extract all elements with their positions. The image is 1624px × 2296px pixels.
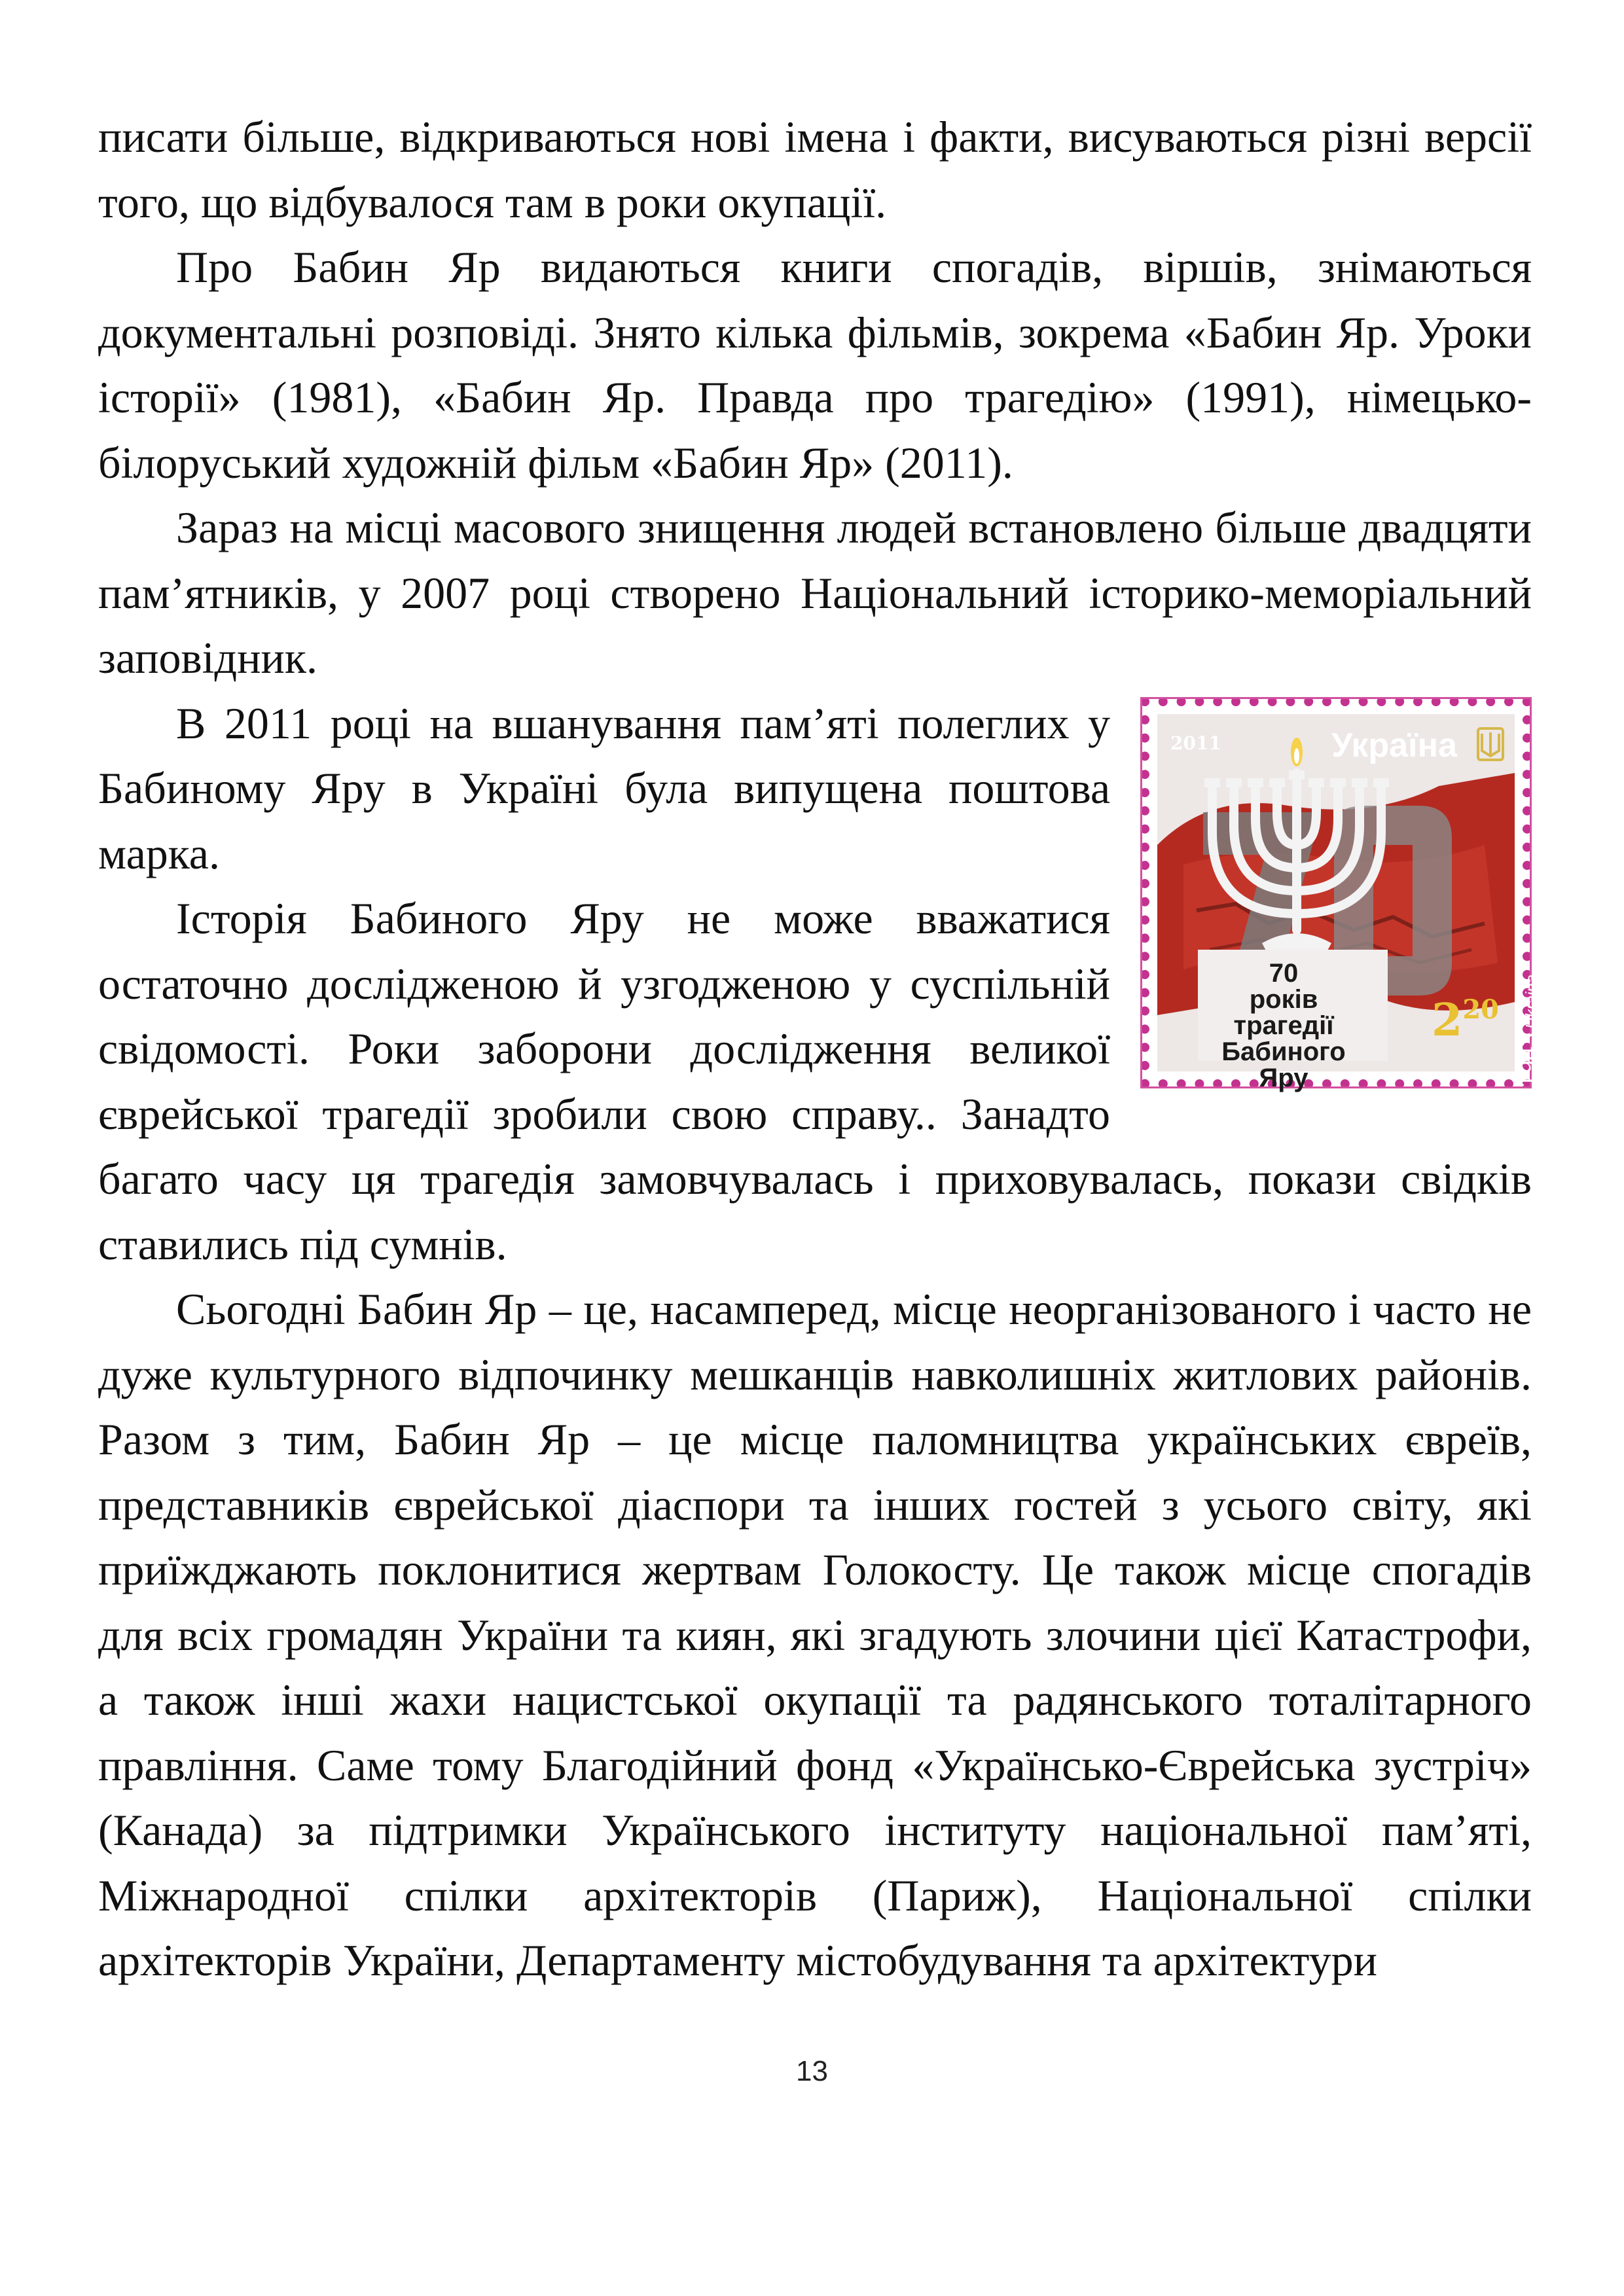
stamp-caption-line-3: трагедії [1233, 1011, 1334, 1040]
postage-stamp [1140, 697, 1542, 1151]
stamp-price-main: 2 [1432, 994, 1463, 1047]
paragraph-1: писати більше, відкриваються нові імена і факти, висуваються різні версії того, що відбувалося там в роки окупації. [98, 112, 1532, 227]
paragraph-5: Історія Бабиного Яру не може вважатися остаточно дослідженою й узгодженою у суспільній свідомості. Роки заборони дослідження великої єврейської трагедії зробили свою справу.. Занадто багато часу ця трагедія замовчувалась і приховувалась, покази свідків ставились під сумнів. [98, 893, 1532, 1269]
stamp-caption-line-4: Бабиного Яру [1221, 1037, 1346, 1092]
stamp-country: Україна [1331, 726, 1457, 764]
paragraph-3: Зараз на місці масового знищення людей встановлено більше двадцяти пам’ятників, у 2007 році створено Національний історико-меморіальний заповідник. [98, 503, 1532, 683]
stamp-dates-sub: Ukraina [1523, 974, 1540, 1029]
stamp-caption-line-1: 70 [1269, 958, 1299, 988]
stamp-price-cents: 20 [1462, 994, 1499, 1025]
paragraph-6: Сьогодні Бабин Яр – це, насамперед, місце неорганізованого і часто не дуже культурного відпочинку мешканців навколишніх житлових районів. Разом з тим, Бабин Яр – це місце паломництва українських євреїв, представників єврейської діаспори та інших гостей з усього світу, які приїжджають поклонитися жертвам Голокосту. Це також місце спогадів для всіх громадян України та киян, які згадують злочини цієї Катастрофи, а також інші жахи нацистської окупації та радянського тоталітарного правління. Саме тому Благодійний фонд «Українсько-Єврейська зустріч» (Канада) за підтримки Українського інституту національної пам’яті, Міжнародної спілки архітекторів (Париж), Національної спілки архітекторів України, Департаменту містобудування та архітектури [98, 1284, 1532, 1985]
paragraph-2: Про Бабин Яр видаються книги спогадів, віршів, знімаються документальні розповіді. Знято кілька фільмів, зокрема «Бабин Яр. Уроки історії» (1981), «Бабин Яр. Правда про трагедію» (1991), німецько-білоруський художній фільм «Бабин Яр» (2011). [98, 242, 1532, 488]
page-number: 13 [796, 2055, 828, 2087]
candle-flame-icon [1291, 738, 1303, 766]
stamp-year: 2011 [1170, 732, 1221, 754]
stamp-dates [1515, 975, 1543, 1151]
stamp-caption [1202, 960, 1365, 1091]
page-body [98, 105, 1542, 1994]
stamp-price [1432, 994, 1499, 1047]
stamp-caption-line-2: років [1249, 984, 1318, 1014]
stamp-dates-main: 1941-1943 [1515, 1032, 1542, 1151]
paragraph-4: В 2011 році на вшанування пам’яті полеглих у Бабиному Яру в Україні була випущена поштова марка. [98, 698, 1110, 878]
